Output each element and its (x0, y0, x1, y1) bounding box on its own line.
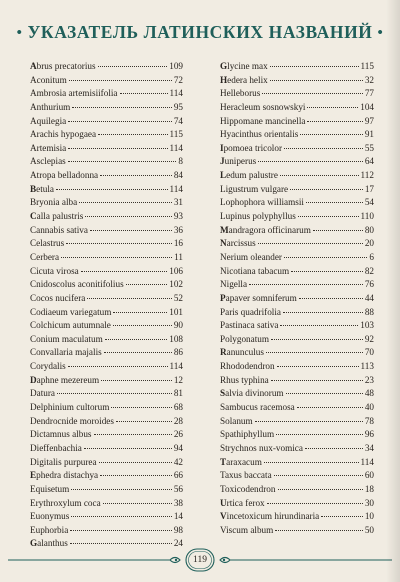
dot-leader (280, 175, 359, 176)
entry-page-number: 92 (364, 333, 374, 344)
index-entry (220, 60, 374, 74)
entry-name: Vincetoxicum hirundinaria (220, 511, 320, 522)
dot-leader (277, 366, 359, 367)
entry-name: Convallaria majalis (30, 347, 102, 358)
index-entry (30, 456, 183, 470)
page-edge-shadow (386, 0, 400, 582)
entry-page-number: 114 (169, 88, 183, 99)
entry-name: Ledum palustre (220, 170, 278, 181)
index-entry (30, 115, 183, 129)
entry-page-number: 106 (169, 265, 183, 276)
index-entry (30, 360, 183, 374)
entry-page-number: 103 (360, 320, 374, 331)
dot-leader (307, 121, 362, 122)
index-entry (30, 510, 183, 524)
entry-name: Anthurium (30, 101, 71, 112)
index-entry (220, 319, 374, 333)
dot-leader (270, 80, 363, 81)
page-number: 119 (193, 555, 207, 565)
dot-leader (276, 434, 363, 435)
index-entry (220, 346, 374, 360)
dot-leader (68, 161, 177, 162)
entry-name: Heracleum sosnowskyi (220, 101, 306, 112)
dot-leader (68, 148, 167, 149)
dot-leader (290, 189, 363, 190)
entry-page-number: 34 (364, 442, 374, 453)
dot-leader (126, 284, 168, 285)
entry-name: Rhododendron (220, 361, 275, 372)
dot-leader (72, 107, 171, 108)
dot-leader (105, 339, 167, 340)
index-entry (220, 456, 374, 470)
entry-name: Polygonatum (220, 333, 270, 344)
entry-name: Abrus precatorius (30, 61, 96, 71)
index-entry (30, 155, 183, 169)
entry-name: Codiaeum variegatum (30, 306, 112, 317)
dot-leader (113, 325, 172, 326)
dot-leader (266, 352, 363, 353)
entry-page-number: 17 (364, 183, 374, 194)
title-bullet-left: • (16, 25, 23, 41)
dot-leader (313, 230, 363, 231)
index-entry (30, 265, 183, 279)
entry-name: Bryonia alba (30, 197, 78, 208)
index-entry (30, 387, 183, 401)
dot-leader (71, 516, 172, 517)
entry-page-number: 114 (169, 183, 183, 194)
entry-page-number: 40 (364, 402, 374, 413)
index-entry (30, 224, 183, 238)
index-entry (30, 101, 183, 115)
entry-page-number: 82 (364, 265, 374, 276)
dot-leader (69, 80, 172, 81)
entry-name: Conium maculatum (30, 333, 103, 344)
entry-page-number: 54 (364, 197, 374, 208)
entry-name: Dictamnus albus (30, 429, 92, 440)
entry-name: Aconitum (30, 74, 67, 85)
dot-leader (278, 489, 363, 490)
entry-page-number: 10 (364, 511, 374, 522)
dot-leader (98, 134, 167, 135)
dot-leader (274, 475, 363, 476)
index-entry (30, 128, 183, 142)
index-entry (220, 306, 374, 320)
index-entry (220, 237, 374, 251)
entry-name: Delphinium cultorum (30, 402, 110, 413)
index-entry (220, 415, 374, 429)
index-column-right (220, 60, 374, 537)
entry-page-number: 70 (364, 347, 374, 358)
dot-leader (57, 393, 172, 394)
dot-leader (111, 407, 171, 408)
index-entry (220, 224, 374, 238)
dot-leader (61, 257, 172, 258)
entry-name: Papaver somniferum (220, 292, 297, 303)
dot-leader (90, 230, 172, 231)
dot-leader (101, 380, 172, 381)
entry-name: Narcissus (220, 238, 256, 249)
dot-leader (84, 448, 172, 449)
entry-name: Cocos nucifera (30, 292, 86, 303)
entry-name: Galanthus (30, 538, 68, 549)
index-column-left (30, 60, 183, 551)
dot-leader (71, 489, 172, 490)
entry-name: Erythroxylum coca (30, 497, 101, 508)
entry-page-number: 84 (173, 170, 183, 181)
dot-leader (300, 134, 362, 135)
index-entry (220, 251, 374, 265)
entry-page-number: 110 (360, 211, 374, 222)
dot-leader (68, 121, 172, 122)
dot-leader (306, 202, 363, 203)
entry-name: Hyacinthus orientalis (220, 129, 299, 140)
entry-name: Cicuta virosa (30, 265, 79, 276)
entry-page-number: 6 (369, 251, 374, 262)
entry-name: Hippomane mancinella (220, 115, 306, 126)
entry-page-number: 93 (173, 211, 183, 222)
entry-page-number: 55 (364, 142, 374, 153)
entry-name: Lophophora williamsii (220, 197, 304, 208)
index-entry (30, 415, 183, 429)
entry-page-number: 31 (173, 197, 183, 208)
index-entry (220, 169, 374, 183)
dot-leader (299, 298, 363, 299)
entry-page-number: 56 (173, 483, 183, 494)
entry-name: Ipomoea tricolor (220, 142, 283, 153)
entry-name: Calla palustris (30, 211, 84, 222)
entry-name: Corydalis (30, 361, 66, 372)
entry-name: Euonymus (30, 511, 70, 522)
entry-name: Equisetum (30, 483, 70, 494)
entry-page-number: 90 (173, 320, 183, 331)
index-entry (30, 374, 183, 388)
entry-page-number: 26 (173, 429, 183, 440)
entry-page-number: 32 (364, 74, 374, 85)
dot-leader (307, 107, 358, 108)
dot-leader (286, 393, 363, 394)
index-entry (30, 169, 183, 183)
index-entry (30, 196, 183, 210)
index-entry (30, 237, 183, 251)
entry-page-number: 52 (173, 292, 183, 303)
index-entry (220, 401, 374, 415)
dot-leader (255, 421, 363, 422)
entry-page-number: 108 (169, 333, 183, 344)
entry-page-number: 113 (360, 361, 374, 372)
entry-name: Nicotiana tabacum (220, 265, 290, 276)
title-text: УКАЗАТЕЛЬ ЛАТИНСКИХ НАЗВАНИЙ (27, 22, 373, 42)
index-entry (220, 115, 374, 129)
dot-leader (116, 421, 172, 422)
index-entry (220, 210, 374, 224)
dot-leader (297, 407, 363, 408)
index-entry (220, 442, 374, 456)
entry-page-number: 48 (364, 388, 374, 399)
entry-page-number: 72 (173, 74, 183, 85)
index-entry (30, 87, 183, 101)
index-entry (220, 128, 374, 142)
index-entry (30, 142, 183, 156)
dot-leader (298, 216, 359, 217)
dot-leader (271, 339, 363, 340)
index-entry (30, 401, 183, 415)
index-entry (220, 428, 374, 442)
entry-page-number: 77 (364, 88, 374, 99)
entry-page-number: 16 (173, 238, 183, 249)
dot-leader (305, 448, 363, 449)
index-entry (30, 183, 183, 197)
dot-leader (321, 516, 363, 517)
entry-page-number: 50 (364, 524, 374, 535)
entry-name: Cannabis sativa (30, 224, 88, 235)
index-entry (30, 346, 183, 360)
entry-page-number: 80 (364, 224, 374, 235)
entry-page-number: 91 (364, 129, 374, 140)
index-entry (220, 183, 374, 197)
index-entry (30, 251, 183, 265)
index-entry (30, 319, 183, 333)
entry-name: Betula (30, 183, 54, 194)
entry-page-number: 78 (364, 415, 374, 426)
dot-leader (258, 243, 363, 244)
entry-page-number: 18 (364, 483, 374, 494)
entry-page-number: 101 (169, 306, 183, 317)
index-entry (220, 510, 374, 524)
dot-leader (271, 380, 363, 381)
entry-name: Spathiphyllum (220, 429, 275, 440)
dot-leader (262, 93, 363, 94)
entry-page-number: 8 (178, 156, 183, 167)
index-entry (30, 74, 183, 88)
index-entry (220, 483, 374, 497)
dot-leader (79, 202, 172, 203)
dot-leader (267, 503, 363, 504)
entry-name: Rhus typhina (220, 374, 269, 385)
entry-name: Nerium oleander (220, 251, 282, 262)
entry-page-number: 20 (364, 238, 374, 249)
dot-leader (270, 66, 359, 67)
entry-name: Sambucus racemosa (220, 402, 295, 413)
entry-name: Asclepias (30, 156, 66, 167)
entry-name: Helleborus (220, 88, 261, 99)
dot-leader (94, 434, 172, 435)
entry-page-number: 112 (360, 170, 374, 181)
index-entry (220, 74, 374, 88)
entry-page-number: 98 (173, 524, 183, 535)
entry-page-number: 86 (173, 347, 183, 358)
entry-page-number: 96 (364, 429, 374, 440)
entry-page-number: 66 (173, 470, 183, 481)
dot-leader (56, 189, 168, 190)
dot-leader (98, 66, 168, 67)
entry-page-number: 38 (173, 497, 183, 508)
entry-name: Glycine max (220, 61, 268, 71)
entry-name: Toxicodendron (220, 483, 276, 494)
entry-name: Datura (30, 388, 55, 399)
dot-leader (280, 325, 358, 326)
entry-page-number: 36 (173, 224, 183, 235)
dot-leader (100, 175, 172, 176)
entry-name: Aquilegia (30, 115, 67, 126)
entry-name: Artemisia (30, 142, 67, 153)
dot-leader (87, 298, 171, 299)
entry-name: Ligustrum vulgare (220, 183, 289, 194)
dot-leader (70, 530, 172, 531)
entry-name: Strychnos nux-vomica (220, 442, 303, 453)
dot-leader (291, 271, 363, 272)
dot-leader (275, 530, 363, 531)
entry-page-number: 44 (364, 292, 374, 303)
entry-page-number: 64 (364, 156, 374, 167)
dot-leader (258, 161, 363, 162)
dot-leader (249, 284, 363, 285)
entry-page-number: 88 (364, 306, 374, 317)
index-entry (30, 428, 183, 442)
entry-name: Cerbera (30, 251, 60, 262)
entry-page-number: 114 (169, 142, 183, 153)
entry-page-number: 14 (173, 511, 183, 522)
entry-name: Dieffenbachia (30, 442, 82, 453)
entry-name: Viscum album (220, 524, 274, 535)
index-entry (30, 60, 183, 74)
entry-name: Ranunculus (220, 347, 264, 358)
title-bullet-right: • (377, 25, 384, 41)
entry-page-number: 104 (360, 101, 374, 112)
dot-leader (99, 462, 172, 463)
dot-leader (103, 503, 172, 504)
entry-page-number: 30 (364, 497, 374, 508)
entry-page-number: 97 (364, 115, 374, 126)
entry-page-number: 68 (173, 402, 183, 413)
entry-name: Paris quadrifolia (220, 306, 281, 317)
entry-page-number: 11 (174, 251, 183, 262)
entry-page-number: 76 (364, 279, 374, 290)
entry-page-number: 12 (173, 374, 183, 385)
entry-name: Taraxacum (220, 456, 262, 467)
index-entry (220, 469, 374, 483)
index-entry (220, 87, 374, 101)
dot-leader (283, 312, 363, 313)
entry-name: Cnidoscolus aconitifolius (30, 279, 124, 290)
entry-name: Ambrosia artemisiifolia (30, 88, 118, 99)
dot-leader (284, 257, 367, 258)
entry-page-number: 24 (173, 538, 183, 549)
entry-name: Arachis hypogaea (30, 129, 97, 140)
entry-page-number: 60 (364, 470, 374, 481)
index-entry (30, 469, 183, 483)
entry-name: Celastrus (30, 238, 65, 249)
dot-leader (284, 148, 363, 149)
dot-leader (104, 352, 172, 353)
index-entry (30, 442, 183, 456)
index-entry (220, 374, 374, 388)
entry-name: Daphne mezereum (30, 374, 100, 385)
entry-name: Solanum (220, 415, 253, 426)
index-entry (220, 278, 374, 292)
dot-leader (100, 475, 172, 476)
entry-name: Taxus baccata (220, 470, 272, 481)
index-entry (220, 387, 374, 401)
entry-name: Digitalis purpurea (30, 456, 97, 467)
entry-name: Atropa belladonna (30, 170, 99, 181)
dot-leader (120, 93, 168, 94)
entry-page-number: 42 (173, 456, 183, 467)
entry-page-number: 114 (169, 361, 183, 372)
entry-name: Salvia divinorum (220, 388, 284, 399)
index-entry (220, 265, 374, 279)
index-entry (30, 524, 183, 538)
entry-page-number: 81 (173, 388, 183, 399)
entry-name: Lupinus polyphyllus (220, 211, 296, 222)
page-title (0, 22, 400, 43)
index-entry (220, 155, 374, 169)
entry-page-number: 115 (360, 61, 374, 71)
dot-leader (66, 243, 172, 244)
entry-name: Euphorbia (30, 524, 69, 535)
entry-name: Dendrocnide moroides (30, 415, 114, 426)
index-entry (30, 306, 183, 320)
index-entry (220, 497, 374, 511)
index-entry (220, 333, 374, 347)
entry-page-number: 109 (169, 61, 183, 71)
index-entry (220, 196, 374, 210)
index-entry (30, 292, 183, 306)
entry-page-number: 115 (169, 129, 183, 140)
dot-leader (81, 271, 167, 272)
entry-name: Mandragora officinarum (220, 224, 311, 235)
entry-page-number: 114 (360, 456, 374, 467)
index-entry (30, 210, 183, 224)
index-entry (30, 278, 183, 292)
index-entry (30, 333, 183, 347)
dot-leader (264, 462, 359, 463)
entry-name: Juniperus (220, 156, 257, 167)
entry-page-number: 94 (173, 442, 183, 453)
entry-page-number: 28 (173, 415, 183, 426)
entry-page-number: 74 (173, 115, 183, 126)
index-entry (30, 483, 183, 497)
index-entry (220, 101, 374, 115)
entry-page-number: 95 (173, 101, 183, 112)
index-entry (220, 292, 374, 306)
entry-name: Colchicum autumnale (30, 320, 111, 331)
entry-name: Ephedra distachya (30, 470, 99, 481)
index-entry (220, 360, 374, 374)
index-entry (220, 142, 374, 156)
index-entry (30, 497, 183, 511)
entry-page-number: 23 (364, 374, 374, 385)
entry-name: Nigella (220, 279, 248, 290)
dot-leader (85, 216, 171, 217)
dot-leader (68, 366, 168, 367)
entry-name: Hedera helix (220, 74, 268, 85)
index-entry (220, 524, 374, 538)
dot-leader (113, 312, 167, 313)
entry-name: Pastinaca sativa (220, 320, 279, 331)
entry-name: Urtica ferox (220, 497, 265, 508)
entry-page-number: 102 (169, 279, 183, 290)
